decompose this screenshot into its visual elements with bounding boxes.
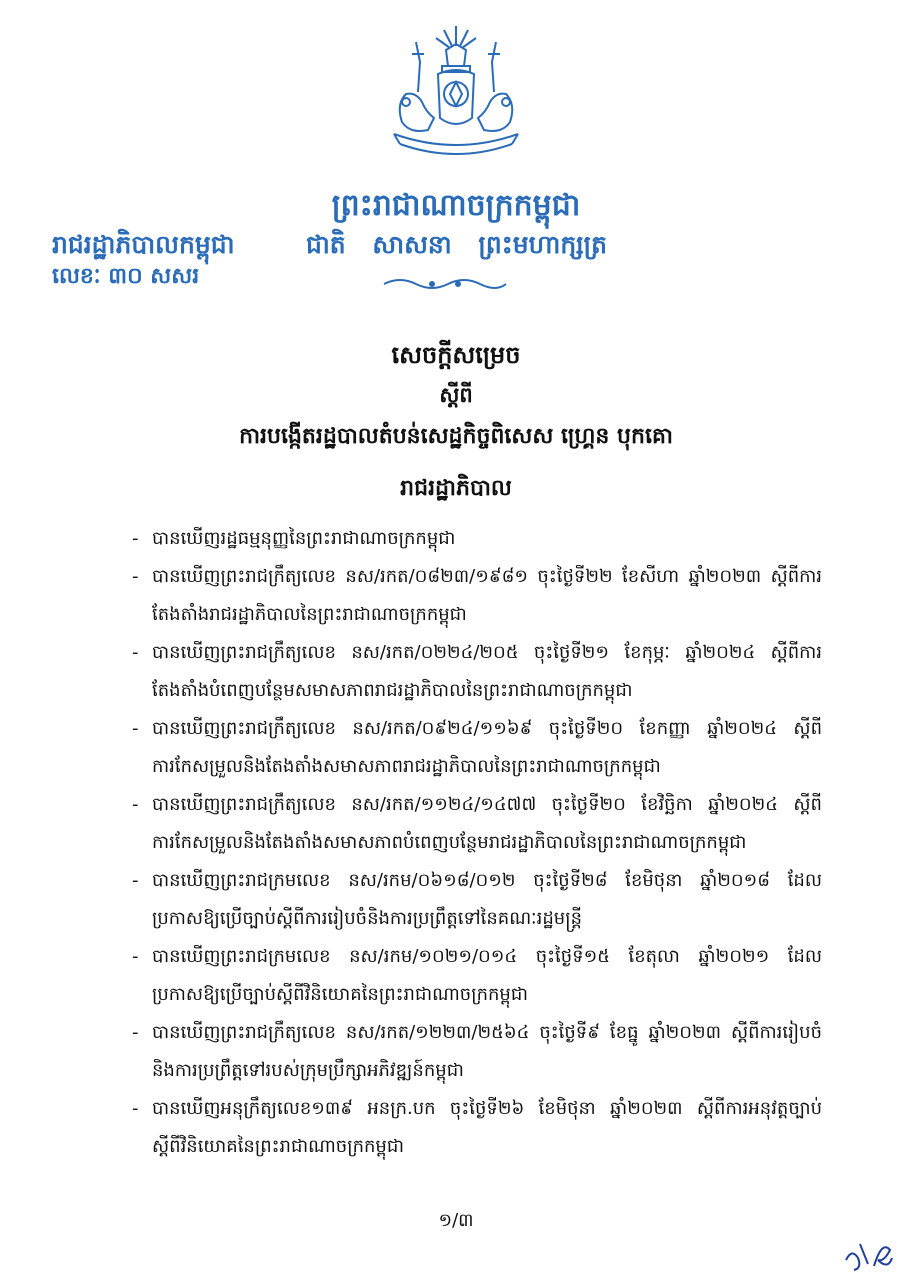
reference-number: លេខៈ ៣០ សសរ <box>52 264 200 289</box>
national-motto: ជាតិ សាសនា ព្រះមហាក្សត្រ <box>306 230 607 259</box>
list-item <box>132 634 822 710</box>
ministry-name: រាជរដ្ឋាភិបាលកម្ពុជា <box>52 230 235 259</box>
list-bullet: - <box>132 1022 139 1043</box>
list-item-text: បានឃើញព្រះរាជក្រមលេខ នស/រកម/១០២១/០១៤ ចុះថ្ងៃទី១៥ ខែតុលា ឆ្នាំ២០២១ ដែលប្រកាសឱ្យប្រើច្បាប់ស្តីពីវិនិយោគនៃព្រះរាជាណាចក្រកម្ពុជា <box>152 946 822 1005</box>
about-label: ស្តីពី <box>439 383 473 407</box>
list-item-text: បានឃើញព្រះរាជក្រឹត្យលេខ នស/រកត/១១២៤/១៤៧៧ ចុះថ្ងៃទី២០ ខែវិច្ឆិកា ឆ្នាំ២០២៤ ស្តីពីការកែសម្រួលនិងតែងតាំងសមាសភាពបំពេញបន្ថែមរាជរដ្ឋាភិបាលនៃព្រះរាជាណាចក្រកម្ពុជា <box>152 794 822 853</box>
reference-list <box>132 520 822 1166</box>
document-type: សេចក្តីសម្រេច <box>391 341 521 369</box>
list-item-text: បានឃើញព្រះរាជក្រឹត្យលេខ នស/រកត/១២២៣/២៥៦៤ ចុះថ្ងៃទី៩ ខែធ្នូ ឆ្នាំ២០២៣ ស្តីពីការរៀបចំនិងការប្រព្រឹត្តទៅរបស់ក្រុមប្រឹក្សាអភិវឌ្ឍន៍កម្ពុជា <box>152 1022 822 1081</box>
list-item <box>132 1090 822 1166</box>
list-item-text: បានឃើញអនុក្រឹត្យលេខ១៣៩ អនក្រ.បក ចុះថ្ងៃទី២៦ ខែមិថុនា ឆ្នាំ២០២៣ ស្តីពីការអនុវត្តច្បាប់ស្តីពីវិនិយោគនៃព្រះរាជាណាចក្រកម្ពុជា <box>152 1098 822 1157</box>
list-bullet: - <box>132 528 139 549</box>
list-item-text: បានឃើញរដ្ឋធម្មនុញ្ញនៃព្រះរាជាណាចក្រកម្ពុជា <box>152 528 456 549</box>
list-bullet: - <box>132 794 139 815</box>
list-item <box>132 938 822 1014</box>
list-item-text: បានឃើញព្រះរាជក្រឹត្យលេខ នស/រកត/០៩២៤/១១៦៩ ចុះថ្ងៃទី២០ ខែកញ្ញា ឆ្នាំ២០២៤ ស្តីពីការកែសម្រួលនិងតែងតាំងសមាសភាពរាជរដ្ឋាភិបាលនៃព្រះរាជាណាចក្រកម្ពុជា <box>152 718 822 777</box>
list-bullet: - <box>132 946 139 967</box>
page-number: ១/៣ <box>438 1210 474 1231</box>
list-item <box>132 1014 822 1090</box>
list-item-text: បានឃើញព្រះរាជក្រមលេខ នស/រកម/០៦១៨/០១២ ចុះថ្ងៃទី២៨ ខែមិថុនា ឆ្នាំ២០១៨ ដែលប្រកាសឱ្យប្រើច្បាប់ស្តីពីការរៀបចំនិងការប្រព្រឹត្តទៅនៃគណៈរដ្ឋមន្ត្រី <box>152 870 822 929</box>
document-subject: ការបង្កើតរដ្ឋបាលតំបន់សេដ្ឋកិច្ចពិសេស ហ្គ្រេន បុកគោ <box>239 424 673 449</box>
list-bullet: - <box>132 718 139 739</box>
list-bullet: - <box>132 1098 139 1119</box>
list-bullet: - <box>132 566 139 587</box>
list-item <box>132 786 822 862</box>
issuing-authority: រាជរដ្ឋាភិបាល <box>400 476 512 501</box>
decorative-flourish <box>380 274 510 292</box>
list-item-text: បានឃើញព្រះរាជក្រឹត្យលេខ នស/រកត/០២២៤/២០៥ ចុះថ្ងៃទី២១ ខែកុម្ភៈ ឆ្នាំ២០២៤ ស្តីពីការតែងតាំងបំពេញបន្ថែមសមាសភាពរាជរដ្ឋាភិបាលនៃព្រះរាជាណាចក្រកម្ពុជា <box>152 642 822 701</box>
royal-emblem <box>376 22 536 172</box>
list-item <box>132 862 822 938</box>
list-item <box>132 710 822 786</box>
kingdom-heading: ព្រះរាជាណាចក្រកម្ពុជា <box>331 188 581 223</box>
list-bullet: - <box>132 642 139 663</box>
list-item-text: បានឃើញព្រះរាជក្រឹត្យលេខ នស/រកត/០៨២៣/១៩៨១ ចុះថ្ងៃទី២២ ខែសីហា ឆ្នាំ២០២៣ ស្តីពីការតែងតាំងរាជរដ្ឋាភិបាលនៃព្រះរាជាណាចក្រកម្ពុជា <box>152 566 822 625</box>
list-bullet: - <box>132 870 139 891</box>
list-item <box>132 520 822 558</box>
list-item <box>132 558 822 634</box>
handwritten-initials <box>838 1230 898 1276</box>
